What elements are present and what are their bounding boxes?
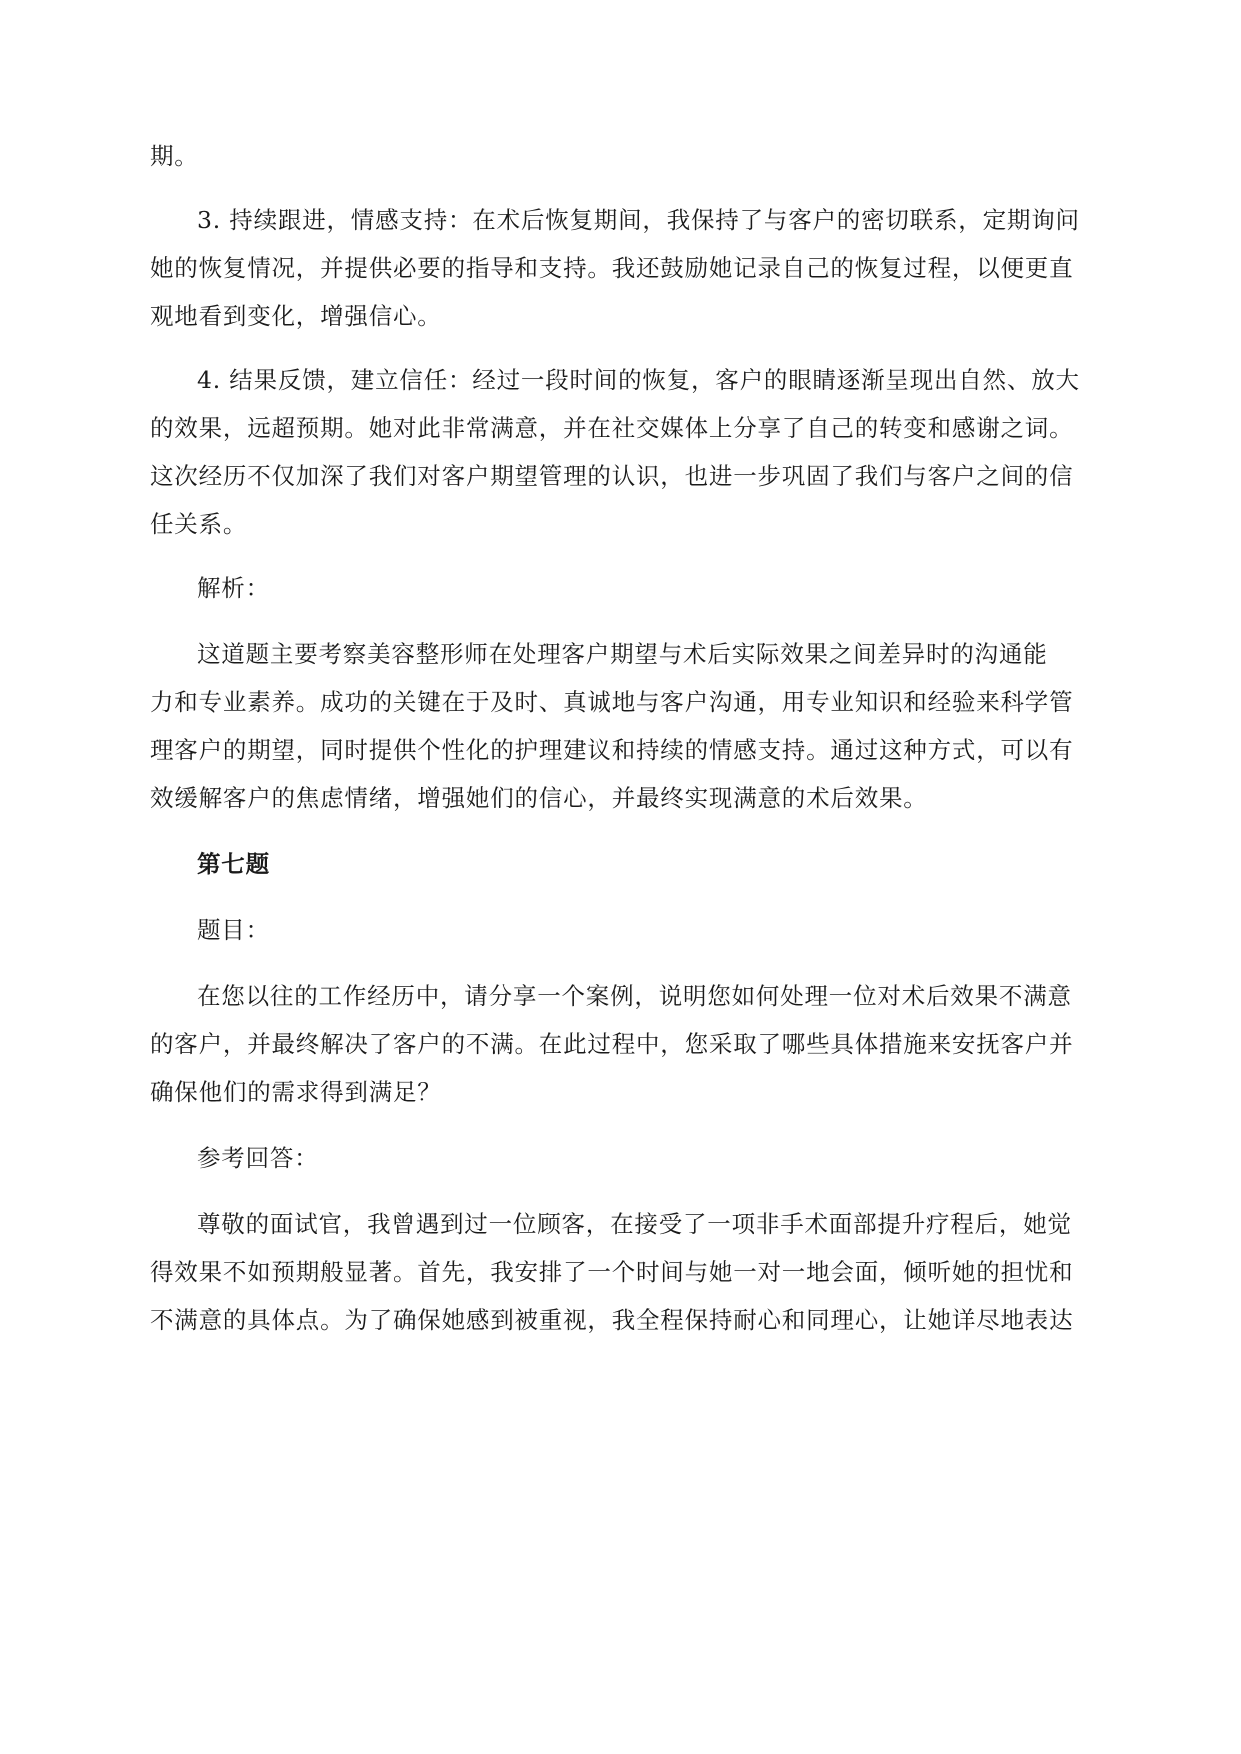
- text-line: 解析：: [197, 574, 270, 602]
- text-line: 她的恢复情况，并提供必要的指导和支持。我还鼓励她记录自己的恢复过程，以便更直: [150, 254, 1074, 282]
- question-paragraph: [150, 972, 1090, 1116]
- text-line: 任关系。: [150, 510, 248, 538]
- answer-label: [150, 1134, 1090, 1182]
- list-item-4: [150, 356, 1090, 548]
- text-line: 尊敬的面试官，我曾遇到过一位顾客，在接受了一项非手术面部提升疗程后，她觉: [197, 1210, 1072, 1238]
- text-line: 这道题主要考察美容整形师在处理客户期望与术后实际效果之间差异时的沟通能: [197, 640, 1048, 668]
- question-label: [150, 906, 1090, 954]
- text-line: 参考回答：: [197, 1144, 319, 1172]
- text-line: 在您以往的工作经历中，请分享一个案例，说明您如何处理一位对术后效果不满意: [197, 982, 1072, 1010]
- text-line: 的客户，并最终解决了客户的不满。在此过程中，您采取了哪些具体措施来安抚客户并: [150, 1030, 1074, 1058]
- text-line: 期。: [150, 142, 199, 170]
- text-line: 这次经历不仅加深了我们对客户期望管理的认识，也进一步巩固了我们与客户之间的信: [150, 462, 1074, 490]
- text-line: 4. 结果反馈，建立信任：经过一段时间的恢复，客户的眼睛逐渐呈现出自然、放大: [197, 366, 1080, 394]
- answer-paragraph: [150, 1200, 1090, 1344]
- continuation-paragraph: [150, 132, 1090, 180]
- text-line: 不满意的具体点。为了确保她感到被重视，我全程保持耐心和同理心，让她详尽地表达: [150, 1306, 1074, 1334]
- list-item-3: [150, 196, 1090, 340]
- text-line: 得效果不如预期般显著。首先，我安排了一个时间与她一对一地会面，倾听她的担忧和: [150, 1258, 1074, 1286]
- analysis-paragraph: [150, 630, 1090, 822]
- question-heading: [150, 840, 1090, 888]
- text-line: 确保他们的需求得到满足？: [150, 1078, 442, 1106]
- text-line: 3. 持续跟进，情感支持：在术后恢复期间，我保持了与客户的密切联系，定期询问: [197, 206, 1080, 234]
- section-heading: 第七题: [197, 850, 270, 878]
- document-page: [150, 132, 1090, 1362]
- text-line: 力和专业素养。成功的关键在于及时、真诚地与客户沟通，用专业知识和经验来科学管: [150, 688, 1074, 716]
- text-line: 题目：: [197, 916, 270, 944]
- analysis-label: [150, 564, 1090, 612]
- text-line: 观地看到变化，增强信心。: [150, 302, 442, 330]
- text-line: 的效果，远超预期。她对此非常满意，并在社交媒体上分享了自己的转变和感谢之词。: [150, 414, 1074, 442]
- text-line: 理客户的期望，同时提供个性化的护理建议和持续的情感支持。通过这种方式，可以有: [150, 736, 1074, 764]
- text-line: 效缓解客户的焦虑情绪，增强她们的信心，并最终实现满意的术后效果。: [150, 784, 928, 812]
